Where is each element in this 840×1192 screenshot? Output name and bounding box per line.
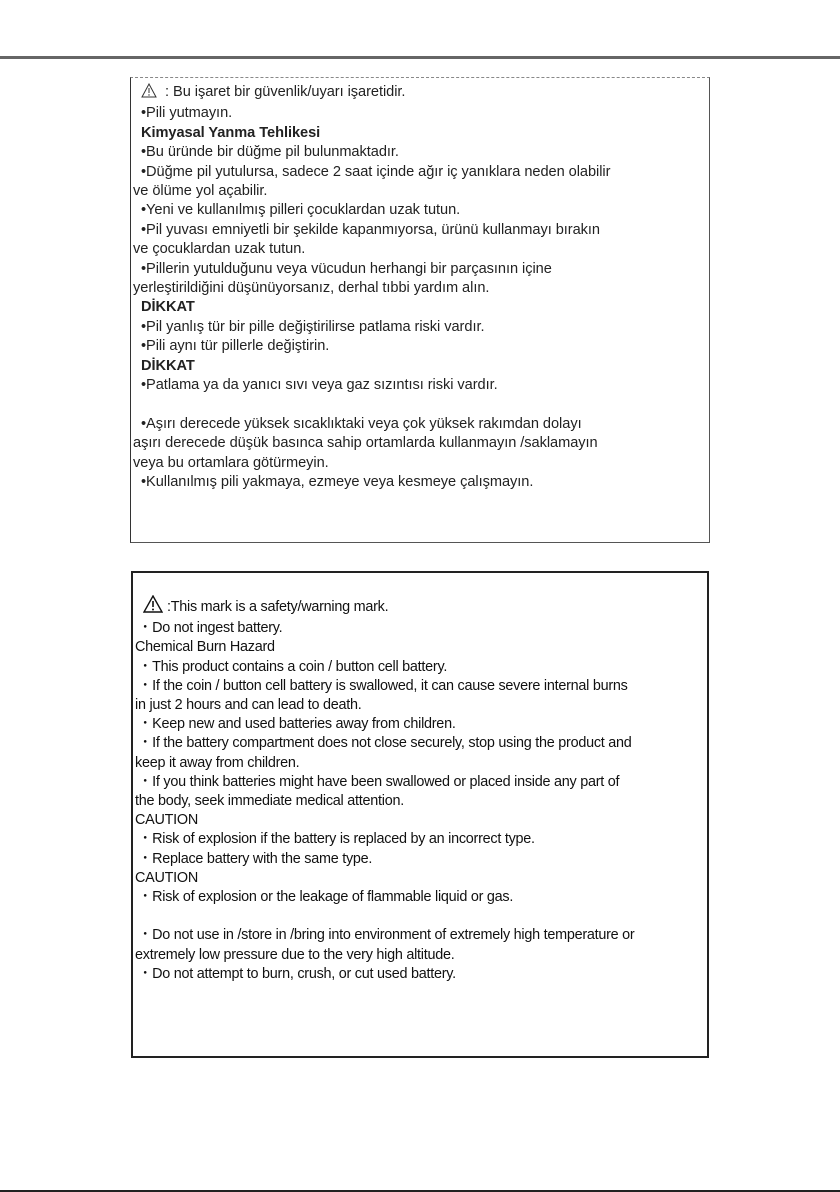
en-line-7: ・If the battery compartment does not close securely, stop using the product and (138, 735, 632, 752)
tr-line-8: ve çocuklardan uzak tutun. (133, 241, 306, 258)
tr-line-6: •Yeni ve kullanılmış pilleri çocuklardan uzak tutun. (141, 202, 461, 219)
en-line-19: ・Do not attempt to burn, crush, or cut used battery. (138, 965, 456, 982)
en-line-8: keep it away from children. (135, 754, 300, 771)
en-line-3: ・This product contains a coin / button cell battery. (138, 658, 448, 675)
english-warning-box (131, 571, 709, 1058)
tr-line-10: yerleştirildiğini düşünüyorsanız, derhal tıbbi yardım alın. (133, 280, 490, 297)
tr-line-4: •Düğme pil yutulursa, sadece 2 saat içinde ağır iç yanıklara neden olabilir (141, 163, 611, 180)
en-line-15: ・Risk of explosion or the leakage of flammable liquid or gas. (138, 889, 514, 906)
en-line-6: ・Keep new and used batteries away from children. (138, 716, 456, 733)
tr-blank-line (141, 396, 709, 415)
tr-line-13: •Pili aynı tür pillerle değiştirin. (141, 338, 330, 355)
en-line-13: ・Replace battery with the same type. (138, 850, 373, 867)
tr-heading-chemical-burn: Kimyasal Yanma Tehlikesi (141, 124, 321, 141)
warning-triangle-icon (143, 595, 163, 619)
tr-line-7: •Pil yuvası emniyetli bir şekilde kapanmıyorsa, ürünü kullanmayı bırakın (141, 221, 600, 238)
en-heading-chemical-burn: Chemical Burn Hazard (135, 639, 275, 656)
turkish-warning-box (130, 77, 710, 543)
en-line-0: :This mark is a safety/warning mark. (135, 595, 707, 619)
tr-line-15: •Patlama ya da yanıcı sıvı veya gaz sızıntısı riski vardır. (141, 377, 498, 394)
tr-line-18: aşırı derecede düşük basınca sahip ortamlarda kullanmayın /saklamayın (133, 435, 598, 452)
en-line-5: in just 2 hours and can lead to death. (135, 697, 362, 714)
tr-heading-dikkat-1: DİKKAT (141, 299, 195, 316)
en-line-4: ・If the coin / button cell battery is swallowed, it can cause severe internal burns (138, 677, 628, 694)
tr-heading-dikkat-2: DİKKAT (141, 357, 195, 374)
en-line-1: ・Do not ingest battery. (138, 620, 283, 637)
en-blank-line (135, 907, 707, 926)
en-line-9: ・If you think batteries might have been swallowed or placed inside any part of (138, 773, 620, 790)
en-line-12: ・Risk of explosion if the battery is replaced by an incorrect type. (138, 831, 535, 848)
en-line-10: the body, seek immediate medical attention. (135, 793, 404, 810)
en-heading-caution-1: CAUTION (135, 812, 199, 829)
tr-line-3: •Bu üründe bir düğme pil bulunmaktadır. (141, 144, 399, 161)
header-rule (0, 56, 840, 59)
tr-line-5: ve ölüme yol açabilir. (133, 183, 268, 200)
en-heading-caution-2: CAUTION (135, 869, 199, 886)
tr-line-17: •Aşırı derecede yüksek sıcaklıktaki veya çok yüksek rakımdan dolayı (141, 415, 582, 432)
tr-line-9: •Pillerin yutulduğunu veya vücudun herhangi bir parçasının içine (141, 260, 552, 277)
tr-line-20: •Kullanılmış pili yakmaya, ezmeye veya kesmeye çalışmayın. (141, 474, 534, 491)
en-line-17: ・Do not use in /store in /bring into environment of extremely high temperature or (138, 927, 635, 944)
warning-triangle-icon (141, 83, 157, 104)
tr-line-12: •Pil yanlış tür bir pille değiştirilirse patlama riski vardır. (141, 318, 485, 335)
tr-line-1: •Pili yutmayın. (141, 105, 233, 122)
en-line-18: extremely low pressure due to the very high altitude. (135, 946, 455, 963)
tr-line-0: : Bu işaret bir güvenlik/uyarı işaretidir. (141, 83, 709, 104)
tr-line-19: veya bu ortamlara götürmeyin. (133, 454, 329, 471)
